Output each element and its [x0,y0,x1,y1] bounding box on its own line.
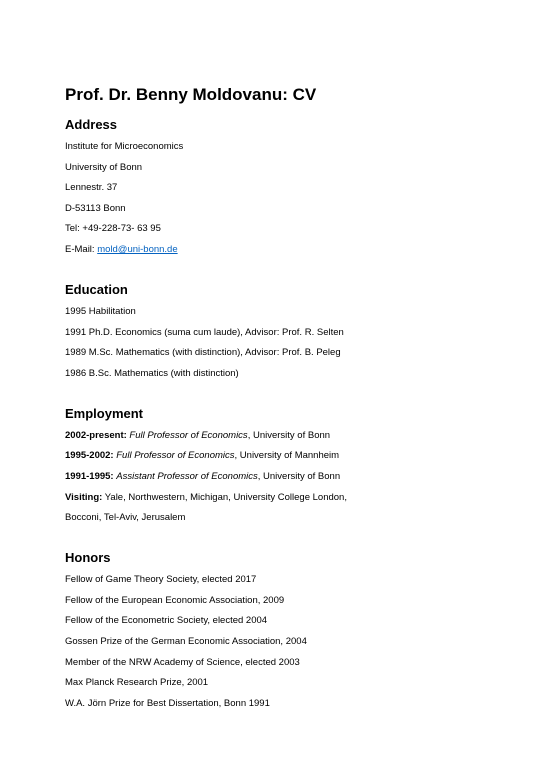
visiting-label: Visiting: [65,491,103,503]
employment-period: 1991-1995: [65,470,114,482]
honor-item: Fellow of the Econometric Society, elected 2004 [65,615,268,627]
address-section [65,116,505,256]
phone-line: Tel: +49-228-73- 63 95 [65,223,161,235]
employment-item [65,471,505,483]
employment-section [65,405,505,524]
email-line [65,244,505,256]
honor-item: Member of the NRW Academy of Science, elected 2003 [65,656,300,668]
employment-place: , University of Mannheim [234,450,340,462]
honors-section [65,549,505,710]
employment-role: Full Professor of Economics [116,450,235,462]
email-link[interactable]: mold@uni-bonn.de [97,243,178,255]
employment-place: , University of Bonn [257,470,341,482]
employment-role: Assistant Professor of Economics [116,470,258,482]
email-label: E-Mail: [65,243,98,255]
honor-item: Fellow of Game Theory Society, elected 2017 [65,574,257,586]
address-line: Institute for Microeconomics [65,141,184,152]
honor-item: W.A. Jörn Prize for Best Dissertation, Bonn 1991 [65,697,270,709]
employment-role: Full Professor of Economics [129,429,248,441]
education-item: 1991 Ph.D. Economics (suma cum laude), Advisor: Prof. R. Selten [65,326,344,338]
employment-heading: Employment [65,405,144,421]
page-title: Prof. Dr. Benny Moldovanu: CV [65,85,317,104]
address-line: University of Bonn [65,161,143,173]
honors-heading: Honors [65,550,111,566]
cv-document [65,84,505,710]
employment-item [65,430,505,442]
honor-item: Max Planck Research Prize, 2001 [65,677,209,689]
address-line: Lennestr. 37 [65,182,118,194]
honor-item: Fellow of the European Economic Association, 2009 [65,594,285,606]
employment-place: , University of Bonn [247,429,331,441]
visiting-places: Yale, Northwestern, Michigan, University College London, [102,491,347,503]
address-line: D-53113 Bonn [65,202,126,214]
employment-period: 1995-2002: [65,450,114,462]
employment-period: 2002-present: [65,429,127,441]
education-item: 1989 M.Sc. Mathematics (with distinction), Advisor: Prof. B. Peleg [65,347,341,359]
honor-item: Gossen Prize of the German Economic Association, 2004 [65,635,307,647]
employment-item [65,450,505,462]
education-heading: Education [65,281,128,297]
address-heading: Address [65,117,118,132]
education-section [65,281,505,380]
visiting-item [65,492,505,504]
education-item: 1995 Habilitation [65,305,136,317]
education-item: 1986 B.Sc. Mathematics (with distinction) [65,367,239,379]
visiting-item-continued: Bocconi, Tel-Aviv, Jerusalem [65,512,186,524]
